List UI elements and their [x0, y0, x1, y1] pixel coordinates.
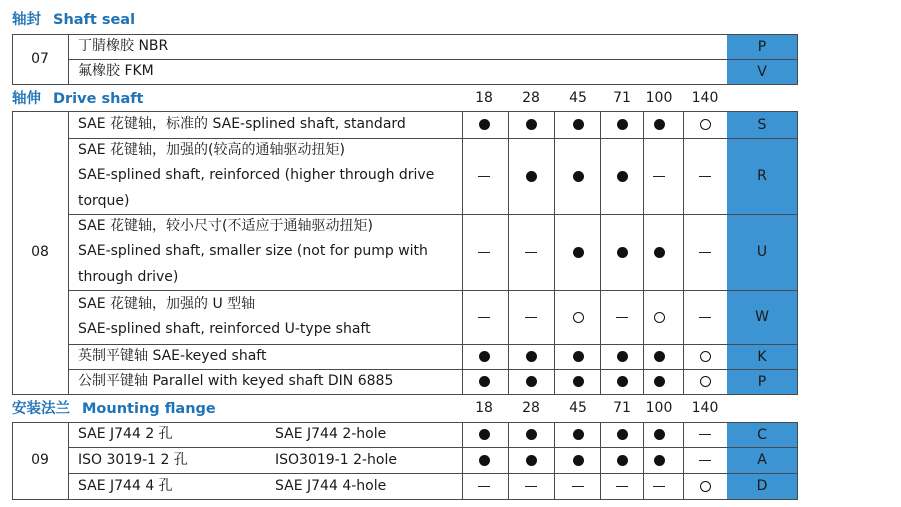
mounting-flange-mark [636, 447, 682, 473]
shaft-seal-option-P: P [727, 35, 797, 59]
drive-shaft-mark [461, 344, 507, 369]
mounting-flange-mark [555, 447, 601, 473]
mounting-flange-mark [682, 447, 728, 473]
drive-shaft-desc-line: SAE-splined shaft, smaller size (not for pump with [78, 243, 428, 260]
size-header-18: 18 [475, 90, 493, 106]
mounting-flange-mark [682, 473, 728, 499]
mounting-flange-option-C: C [727, 423, 797, 447]
mounting-flange-mark [636, 473, 682, 499]
drive-shaft-mark [682, 214, 728, 290]
filled-circle-icon [617, 247, 628, 258]
mounting-flange-mark [682, 422, 728, 447]
open-circle-icon [700, 481, 711, 492]
filled-circle-icon [573, 119, 584, 130]
drive-shaft-desc-line: torque) [78, 192, 130, 209]
size-header-71: 71 [613, 90, 631, 106]
filled-circle-icon [654, 376, 665, 387]
drive-shaft-desc [78, 112, 406, 138]
filled-circle-icon [479, 376, 490, 387]
drive-shaft-mark [636, 111, 682, 138]
dash-icon [525, 486, 537, 487]
drive-shaft-option-U: U [727, 215, 797, 290]
mounting-flange-mark [508, 447, 554, 473]
dash-icon [478, 252, 490, 253]
dash-icon [699, 176, 711, 177]
mounting-flange-mark [461, 422, 507, 447]
drive-shaft-mark [555, 344, 601, 369]
mounting-flange-mark [508, 473, 554, 499]
mounting-flange-mark [636, 422, 682, 447]
filled-circle-icon [573, 376, 584, 387]
drive-shaft-mark [555, 138, 601, 214]
size-header-140: 140 [691, 90, 719, 106]
mounting-flange-code: 09 [31, 452, 49, 468]
drive-shaft-desc-line: SAE 花键轴，加强的 U 型轴 [78, 295, 256, 312]
drive-shaft-option-P: P [727, 370, 797, 394]
drive-shaft-mark [682, 290, 728, 344]
drive-shaft-mark [461, 214, 507, 290]
drive-shaft-mark [636, 290, 682, 344]
open-circle-icon [700, 351, 711, 362]
mounting-flange-desc-en: SAE J744 4-hole [275, 478, 387, 494]
dash-icon [616, 486, 628, 487]
shaft-seal-desc: 氟橡胶 FKM [78, 63, 154, 79]
mounting-flange-option-A: A [727, 448, 797, 473]
drive-shaft-mark [682, 344, 728, 369]
drive-shaft-desc-line: SAE 花键轴，较小尺寸(不适应于通轴驱动扭矩) [78, 217, 373, 234]
filled-circle-icon [617, 119, 628, 130]
drive-shaft-option-W: W [727, 291, 797, 344]
filled-circle-icon [617, 429, 628, 440]
drive-shaft-mark [682, 369, 728, 394]
mounting-flange-option-D: D [727, 474, 797, 499]
dash-icon [478, 486, 490, 487]
drive-shaft-mark [461, 138, 507, 214]
dash-icon [478, 317, 490, 318]
size-header-100: 100 [645, 400, 673, 416]
size-header-100: 100 [645, 90, 673, 106]
drive-shaft-mark [682, 138, 728, 214]
dash-icon [616, 317, 628, 318]
shaft-seal-title-en: Shaft seal [53, 12, 136, 28]
dash-icon [699, 460, 711, 461]
filled-circle-icon [526, 351, 537, 362]
drive-shaft-code: 08 [31, 244, 49, 260]
drive-shaft-desc [78, 138, 456, 215]
drive-shaft-mark [636, 369, 682, 394]
mounting-flange-mark [461, 473, 507, 499]
drive-shaft-option-R: R [727, 139, 797, 214]
filled-circle-icon [479, 455, 490, 466]
filled-circle-icon [617, 351, 628, 362]
filled-circle-icon [526, 429, 537, 440]
filled-circle-icon [654, 429, 665, 440]
drive-shaft-desc [78, 292, 456, 343]
drive-shaft-desc [78, 344, 266, 370]
drive-shaft-mark [555, 214, 601, 290]
filled-circle-icon [654, 455, 665, 466]
size-header-71: 71 [613, 400, 631, 416]
filled-circle-icon [526, 119, 537, 130]
drive-shaft-mark [508, 369, 554, 394]
drive-shaft-mark [461, 369, 507, 394]
mounting-flange-title [12, 399, 216, 419]
drive-shaft-title-en: Drive shaft [53, 91, 144, 107]
drive-shaft-desc-line: SAE 花键轴，标准的 SAE-splined shaft, standard [78, 115, 406, 132]
filled-circle-icon [617, 455, 628, 466]
dash-icon [653, 486, 665, 487]
drive-shaft-mark [636, 214, 682, 290]
mounting-flange-desc-en: ISO3019-1 2-hole [275, 452, 397, 468]
drive-shaft-title-cn: 轴伸 [12, 91, 41, 107]
drive-shaft-desc-line: SAE-splined shaft, reinforced U-type shaft [78, 321, 371, 337]
drive-shaft-desc-line: 公制平键轴 Parallel with keyed shaft DIN 6885 [78, 372, 394, 389]
mounting-flange-mark [555, 422, 601, 447]
drive-shaft-title [12, 89, 143, 109]
drive-shaft-desc-line: SAE 花键轴，加强的(较高的通轴驱动扭矩) [78, 141, 345, 158]
open-circle-icon [573, 312, 584, 323]
drive-shaft-mark [461, 290, 507, 344]
mounting-flange-desc-en: SAE J744 2-hole [275, 426, 387, 442]
size-header-28: 28 [522, 400, 540, 416]
drive-shaft-mark [508, 111, 554, 138]
shaft-seal-desc: 丁腈橡胶 NBR [78, 38, 169, 54]
filled-circle-icon [526, 455, 537, 466]
mounting-flange-mark [555, 473, 601, 499]
drive-shaft-mark [555, 111, 601, 138]
size-header-28: 28 [522, 90, 540, 106]
drive-shaft-mark [508, 344, 554, 369]
drive-shaft-option-S: S [727, 112, 797, 138]
drive-shaft-mark [508, 290, 554, 344]
drive-shaft-mark [636, 344, 682, 369]
mounting-flange-desc-cn: SAE J744 4 孔 [78, 478, 173, 494]
dash-icon [699, 434, 711, 435]
drive-shaft-desc [78, 214, 456, 291]
drive-shaft-code-divider [68, 111, 69, 394]
filled-circle-icon [654, 119, 665, 130]
filled-circle-icon [573, 351, 584, 362]
mounting-flange-title-en: Mounting flange [82, 401, 216, 417]
filled-circle-icon [479, 119, 490, 130]
mounting-flange-title-cn: 安装法兰 [12, 401, 70, 417]
shaft-seal-code: 07 [31, 51, 49, 67]
shaft-seal-title-cn: 轴封 [12, 12, 41, 28]
drive-shaft-mark [508, 214, 554, 290]
dash-icon [478, 176, 490, 177]
filled-circle-icon [573, 171, 584, 182]
dash-icon [699, 252, 711, 253]
drive-shaft-mark [636, 138, 682, 214]
shaft-seal-option-V: V [727, 60, 797, 84]
filled-circle-icon [617, 376, 628, 387]
drive-shaft-mark [508, 138, 554, 214]
drive-shaft-mark [555, 290, 601, 344]
filled-circle-icon [573, 247, 584, 258]
size-header-140: 140 [691, 400, 719, 416]
filled-circle-icon [654, 351, 665, 362]
drive-shaft-desc-line: SAE-splined shaft, reinforced (higher through drive [78, 167, 435, 184]
open-circle-icon [700, 376, 711, 387]
mounting-flange-desc-cn: SAE J744 2 孔 [78, 426, 173, 442]
mounting-flange-desc-cn: ISO 3019-1 2 孔 [78, 452, 188, 468]
filled-circle-icon [617, 171, 628, 182]
mounting-flange-mark [508, 422, 554, 447]
dash-icon [525, 252, 537, 253]
dash-icon [572, 486, 584, 487]
dash-icon [653, 176, 665, 177]
shaft-seal-row-divider [68, 59, 798, 60]
size-header-45: 45 [569, 400, 587, 416]
drive-shaft-desc [78, 369, 393, 395]
filled-circle-icon [573, 455, 584, 466]
filled-circle-icon [479, 351, 490, 362]
open-circle-icon [654, 312, 665, 323]
size-header-45: 45 [569, 90, 587, 106]
filled-circle-icon [654, 247, 665, 258]
dash-icon [699, 317, 711, 318]
mounting-flange-mark [461, 447, 507, 473]
drive-shaft-mark [682, 111, 728, 138]
mounting-flange-code-divider [68, 422, 69, 499]
drive-shaft-mark [555, 369, 601, 394]
filled-circle-icon [573, 429, 584, 440]
shaft-seal-title [12, 10, 135, 30]
filled-circle-icon [526, 171, 537, 182]
open-circle-icon [700, 119, 711, 130]
drive-shaft-mark [461, 111, 507, 138]
dash-icon [525, 317, 537, 318]
filled-circle-icon [526, 376, 537, 387]
drive-shaft-desc-line: 英制平键轴 SAE-keyed shaft [78, 347, 267, 364]
drive-shaft-desc-line: through drive) [78, 268, 179, 285]
drive-shaft-option-K: K [727, 345, 797, 369]
size-header-18: 18 [475, 400, 493, 416]
filled-circle-icon [479, 429, 490, 440]
